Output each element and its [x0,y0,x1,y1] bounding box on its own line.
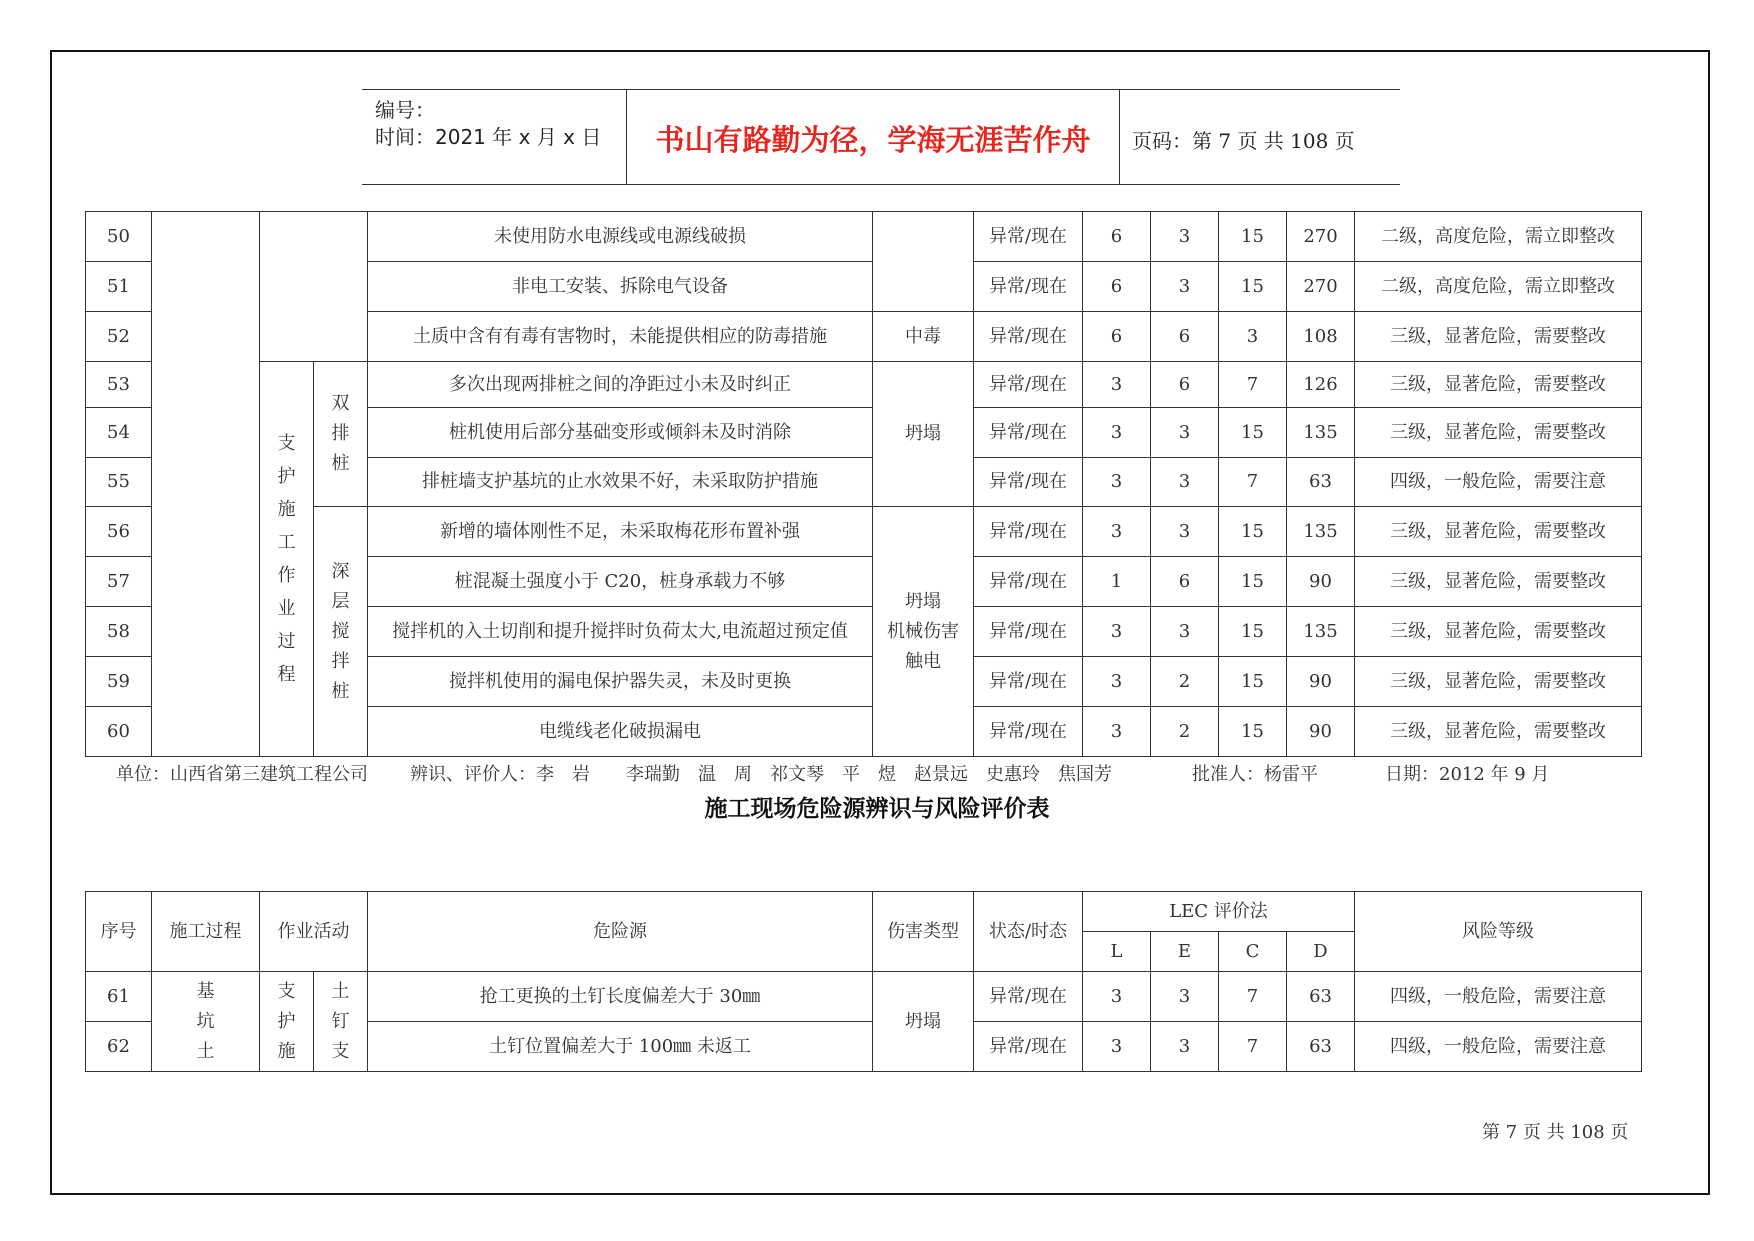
cell-c: 3 [1219,312,1287,362]
cell-c: 15 [1219,607,1287,657]
table-row [86,362,1642,408]
header-l: L [1083,932,1151,972]
cell-hazard: 排桩墙支护基坑的止水效果不好，未采取防护措施 [368,458,873,507]
vertical-char: 过 [277,631,296,652]
cell-level: 二级，高度危险，需立即整改 [1355,212,1642,262]
cell-hazard: 土质中含有有毒有害物时，未能提供相应的防毒措施 [368,312,873,362]
cell-l: 3 [1083,707,1151,757]
cell-level: 三级，显著危险，需要整改 [1355,507,1642,557]
cell-e: 3 [1151,507,1219,557]
cell-d: 135 [1287,408,1355,458]
vertical-char: 施 [277,499,296,520]
cell-no: 62 [86,1022,152,1072]
cell-state: 异常/现在 [974,312,1083,362]
cell-d: 108 [1287,312,1355,362]
harm-line: 触电 [905,650,941,672]
cell-e: 6 [1151,362,1219,408]
cell-hazard: 抢工更换的土钉长度偏差大于 30㎜ [368,972,873,1022]
cell-e: 3 [1151,458,1219,507]
unit-label: 单位：山西省第三建筑工程公司 [116,764,368,785]
cell-harm-collapse: 坍塌 [873,362,974,507]
vertical-char: 桩 [331,680,350,702]
header-activity: 作业活动 [260,892,368,972]
header-lec: LEC 评价法 [1083,892,1355,932]
cell-d: 63 [1287,458,1355,507]
header-d: D [1287,932,1355,972]
cell-hazard: 桩机使用后部分基础变形或倾斜未及时消除 [368,408,873,458]
cell-l: 1 [1083,557,1151,607]
cell-c: 15 [1219,212,1287,262]
vertical-char: 程 [277,664,296,685]
cell-no: 57 [86,557,152,607]
vertical-char: 钉 [331,1010,350,1032]
evaluators-label: 辨识、评价人：李 岩 李瑞勤 温 周 祁文琴 平 煜 赵景远 史惠玲 焦国芳 [410,764,1112,785]
vertical-char: 护 [277,1010,296,1032]
vertical-char: 双 [331,393,350,414]
cell-level: 三级，显著危险，需要整改 [1355,312,1642,362]
cell-c: 7 [1219,972,1287,1022]
cell-hazard: 非电工安装、拆除电气设备 [368,262,873,312]
cell-state: 异常/现在 [974,972,1083,1022]
cell-no: 52 [86,312,152,362]
vertical-char: 坑 [196,1010,215,1032]
cell-e: 3 [1151,972,1219,1022]
vertical-char: 深 [331,560,350,582]
cell-state: 异常/现在 [974,458,1083,507]
cell-l: 3 [1083,972,1151,1022]
cell-activity-soil-nail [314,972,368,1072]
cell-d: 90 [1287,557,1355,607]
header-hazard: 危险源 [368,892,873,972]
header-center-cell [627,90,1120,184]
vertical-char: 搅 [331,620,350,642]
header-page-label: 页码：第 7 页 共 108 页 [1132,129,1355,153]
cell-e: 3 [1151,262,1219,312]
cell-state: 异常/现在 [974,707,1083,757]
header-e: E [1151,932,1219,972]
header-state: 状态/时态 [974,892,1083,972]
cell-d: 135 [1287,507,1355,557]
vertical-char: 支 [277,433,296,454]
table-header-row [86,892,1642,932]
vertical-char: 土 [196,1040,215,1062]
cell-e: 3 [1151,212,1219,262]
cell-e: 3 [1151,1022,1219,1072]
vertical-char: 支 [331,1040,350,1062]
cell-c: 7 [1219,458,1287,507]
cell-activity-support [260,972,314,1072]
hazard-table-continued [85,211,1642,757]
cell-l: 3 [1083,1022,1151,1072]
document-time-label: 时间：2021 年 x 月 x 日 [375,125,602,149]
cell-state: 异常/现在 [974,507,1083,557]
cell-l: 3 [1083,657,1151,707]
cell-d: 63 [1287,1022,1355,1072]
table-title: 施工现场危险源辨识与风险评价表 [704,795,1050,822]
cell-no: 54 [86,408,152,458]
cell-state: 异常/现在 [974,408,1083,458]
cell-activity-double-pile [314,362,368,507]
cell-level: 四级，一般危险，需要注意 [1355,972,1642,1022]
cell-hazard: 电缆线老化破损漏电 [368,707,873,757]
cell-c: 15 [1219,707,1287,757]
harm-line: 坍塌 [905,590,941,612]
cell-d: 135 [1287,607,1355,657]
cell-d: 270 [1287,212,1355,262]
cell-hazard: 桩混凝土强度小于 C20，桩身承载力不够 [368,557,873,607]
cell-c: 7 [1219,362,1287,408]
header-process: 施工过程 [152,892,260,972]
cell-d: 270 [1287,262,1355,312]
vertical-char: 排 [331,423,350,444]
cell-process-support [260,362,314,757]
cell-l: 3 [1083,607,1151,657]
cell-no: 61 [86,972,152,1022]
cell-no: 50 [86,212,152,262]
cell-e: 2 [1151,657,1219,707]
cell-l: 6 [1083,212,1151,262]
cell-process-empty [152,212,260,757]
cell-harm-collapse: 坍塌 [873,972,974,1072]
cell-hazard: 搅拌机的入土切削和提升搅拌时负荷太大,电流超过预定值 [368,607,873,657]
cell-c: 15 [1219,657,1287,707]
hazard-table-new-page [85,891,1642,1072]
cell-hazard: 未使用防水电源线或电源线破损 [368,212,873,262]
cell-d: 63 [1287,972,1355,1022]
cell-level: 三级，显著危险，需要整改 [1355,607,1642,657]
vertical-char: 拌 [331,650,350,672]
cell-no: 55 [86,458,152,507]
cell-state: 异常/现在 [974,1022,1083,1072]
table-row [86,972,1642,1022]
cell-no: 60 [86,707,152,757]
date-label: 日期：2012 年 9 月 [1385,764,1550,785]
approver-label: 批准人：杨雷平 [1192,764,1318,785]
cell-harm-poison: 中毒 [873,312,974,362]
vertical-char: 工 [277,532,296,553]
cell-l: 6 [1083,312,1151,362]
cell-no: 58 [86,607,152,657]
header-c: C [1219,932,1287,972]
cell-level: 二级，高度危险，需立即整改 [1355,262,1642,312]
header-level: 风险等级 [1355,892,1642,972]
cell-d: 126 [1287,362,1355,408]
cell-level: 三级，显著危险，需要整改 [1355,657,1642,707]
harm-line: 机械伤害 [887,620,959,642]
cell-harm-empty [873,212,974,312]
cell-level: 四级，一般危险，需要注意 [1355,1022,1642,1072]
cell-e: 6 [1151,312,1219,362]
vertical-char: 支 [277,980,296,1002]
cell-state: 异常/现在 [974,657,1083,707]
cell-level: 三级，显著危险，需要整改 [1355,707,1642,757]
vertical-char: 层 [331,590,350,612]
cell-state: 异常/现在 [974,212,1083,262]
header-harm: 伤害类型 [873,892,974,972]
cell-state: 异常/现在 [974,362,1083,408]
cell-harm-multi [873,507,974,757]
cell-c: 15 [1219,507,1287,557]
vertical-char: 基 [196,980,215,1002]
cell-e: 6 [1151,557,1219,607]
cell-l: 6 [1083,262,1151,312]
cell-state: 异常/现在 [974,262,1083,312]
cell-d: 90 [1287,707,1355,757]
cell-hazard: 多次出现两排桩之间的净距过小未及时纠正 [368,362,873,408]
cell-state: 异常/现在 [974,607,1083,657]
vertical-char: 土 [331,980,350,1002]
vertical-char: 业 [277,598,296,619]
document-number-label: 编号： [375,98,435,122]
cell-level: 三级，显著危险，需要整改 [1355,408,1642,458]
cell-c: 7 [1219,1022,1287,1072]
header-right-cell [1120,90,1400,184]
cell-level: 三级，显著危险，需要整改 [1355,557,1642,607]
cell-e: 3 [1151,607,1219,657]
cell-e: 2 [1151,707,1219,757]
cell-process-pit [152,972,260,1072]
cell-l: 3 [1083,507,1151,557]
cell-state: 异常/现在 [974,557,1083,607]
cell-c: 15 [1219,408,1287,458]
table-row [86,507,1642,557]
cell-c: 15 [1219,557,1287,607]
cell-c: 15 [1219,262,1287,312]
vertical-char: 施 [277,1040,296,1062]
cell-level: 四级，一般危险，需要注意 [1355,458,1642,507]
cell-level: 三级，显著危险，需要整改 [1355,362,1642,408]
cell-no: 56 [86,507,152,557]
cell-l: 3 [1083,362,1151,408]
cell-l: 3 [1083,458,1151,507]
header-no: 序号 [86,892,152,972]
cell-activity-empty [260,212,368,362]
cell-hazard: 土钉位置偏差大于 100㎜ 未返工 [368,1022,873,1072]
cell-no: 59 [86,657,152,707]
vertical-char: 作 [277,565,296,586]
cell-hazard: 搅拌机使用的漏电保护器失灵，未及时更换 [368,657,873,707]
page-footer-number: 第 7 页 共 108 页 [1482,1122,1629,1143]
cell-no: 51 [86,262,152,312]
cell-no: 53 [86,362,152,408]
cell-l: 3 [1083,408,1151,458]
cell-hazard: 新增的墙体刚性不足，未采取梅花形布置补强 [368,507,873,557]
vertical-char: 护 [277,466,296,487]
document-header [362,89,1400,185]
cell-d: 90 [1287,657,1355,707]
cell-e: 3 [1151,408,1219,458]
header-left-cell [362,90,627,184]
table-row [86,212,1642,262]
cell-activity-deep-mixing-pile [314,507,368,757]
vertical-char: 桩 [331,453,350,474]
header-motto: 书山有路勤为径，学海无涯苦作舟 [655,123,1091,157]
